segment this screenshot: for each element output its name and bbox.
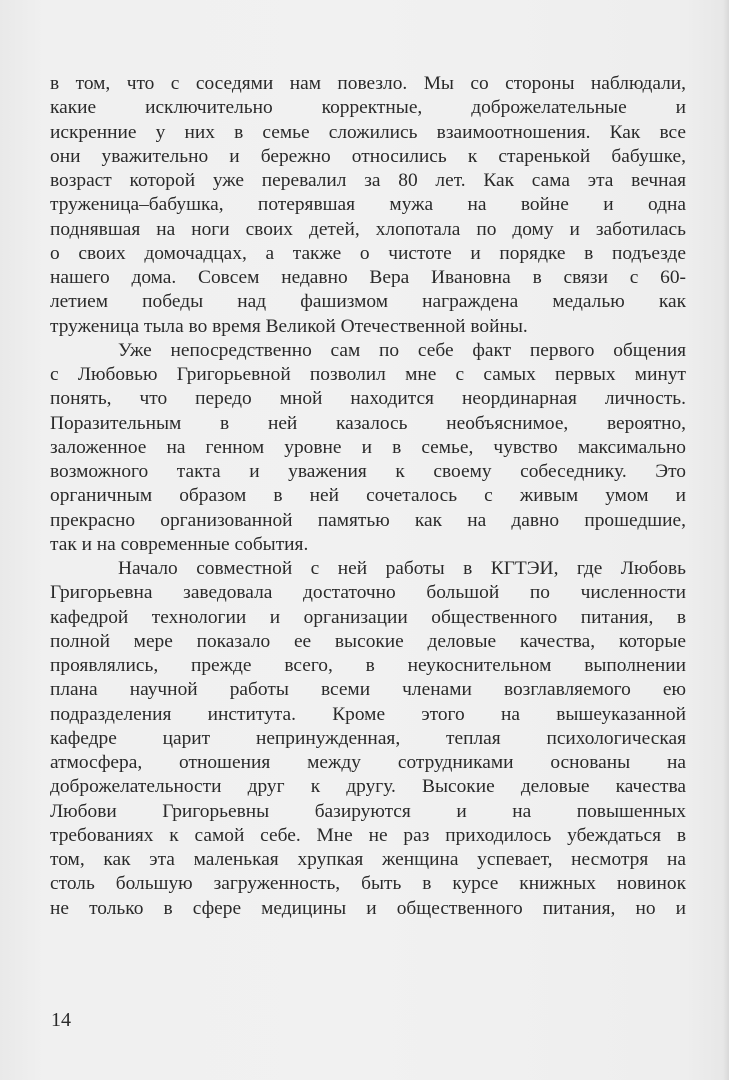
text-line: Любови Григорьевны базируются и на повышенных — [50, 800, 686, 822]
page-number: 14 — [51, 1009, 71, 1031]
text-line: подразделения института. Кроме этого на вышеуказанной — [50, 703, 686, 725]
text-line: с Любовью Григорьевной позволил мне с самых первых минут — [50, 364, 686, 385]
paragraph-1 — [50, 72, 686, 339]
text-line: так и на современные события. — [50, 533, 309, 555]
text-line: в том, что с соседями нам повезло. Мы со стороны наблюдали, — [50, 73, 686, 94]
paragraph-2 — [50, 339, 686, 557]
text-line: труженица тыла во время Великой Отечественной войны. — [50, 315, 528, 337]
text-line: столь большую загруженность, быть в курсе книжных новинок — [50, 873, 686, 895]
text-line: требованиях к самой себе. Мне не раз приходилось убеждаться в — [50, 824, 686, 846]
text-line: Начало совместной с ней работы в КГТЭИ, где Любовь — [118, 558, 686, 579]
text-line: возможного такта и уважения к своему собеседнику. Это — [50, 461, 686, 482]
text-line: Уже непосредственно сам по себе факт первого общения — [118, 339, 686, 361]
text-line: не только в сфере медицины и общественного питания, но и — [50, 897, 686, 919]
text-line: кафедре царит непринужденная, теплая психологическая — [50, 727, 686, 749]
text-line: атмосфера, отношения между сотрудниками основаны на — [50, 752, 686, 773]
text-line: Григорьевна заведовала достаточно большой по численности — [50, 582, 686, 604]
text-line: о своих домочадцах, а также о чистоте и порядке в подъезде — [50, 242, 686, 264]
body-text — [50, 72, 686, 921]
text-line: органичным образом в ней сочеталось с живым умом и — [50, 485, 686, 507]
text-line: Поразительным в ней казалось необъяснимое, вероятно, — [50, 412, 686, 434]
text-line: нашего дома. Совсем недавно Вера Ивановна в связи с 60- — [50, 267, 686, 288]
text-line: возраст которой уже перевалил за 80 лет. Как сама эта вечная — [50, 170, 686, 191]
text-line: понять, что передо мной находится неординарная личность. — [50, 388, 686, 410]
text-line: доброжелательности друг к другу. Высокие деловые качества — [50, 776, 686, 798]
text-line: поднявшая на ноги своих детей, хлопотала по дому и заботилась — [50, 218, 686, 240]
text-line: кафедрой технологии и организации общественного питания, в — [50, 606, 686, 628]
text-line: проявлялись, прежде всего, в неукоснительном выполнении — [50, 655, 686, 676]
text-line: том, как эта маленькая хрупкая женщина успевает, несмотря на — [50, 849, 686, 870]
text-line: они уважительно и бережно относились к старенькой бабушке, — [50, 145, 686, 167]
scan-edge-shadow — [723, 0, 729, 1080]
paragraph-3 — [50, 557, 686, 921]
text-line: какие исключительно корректные, доброжелательные и — [50, 97, 686, 119]
text-line: искренние у них в семье сложились взаимоотношения. Как все — [50, 121, 686, 143]
text-line: плана научной работы всеми членами возглавляемого ею — [50, 679, 686, 701]
text-line: заложенное на генном уровне и в семье, чувство максимально — [50, 436, 686, 458]
text-line: полной мере показало ее высокие деловые качества, которые — [50, 630, 686, 652]
text-line: летием победы над фашизмом награждена медалью как — [50, 291, 686, 313]
text-line: труженица–бабушка, потерявшая мужа на войне и одна — [50, 194, 686, 216]
text-line: прекрасно организованной памятью как на давно прошедшие, — [50, 509, 686, 531]
